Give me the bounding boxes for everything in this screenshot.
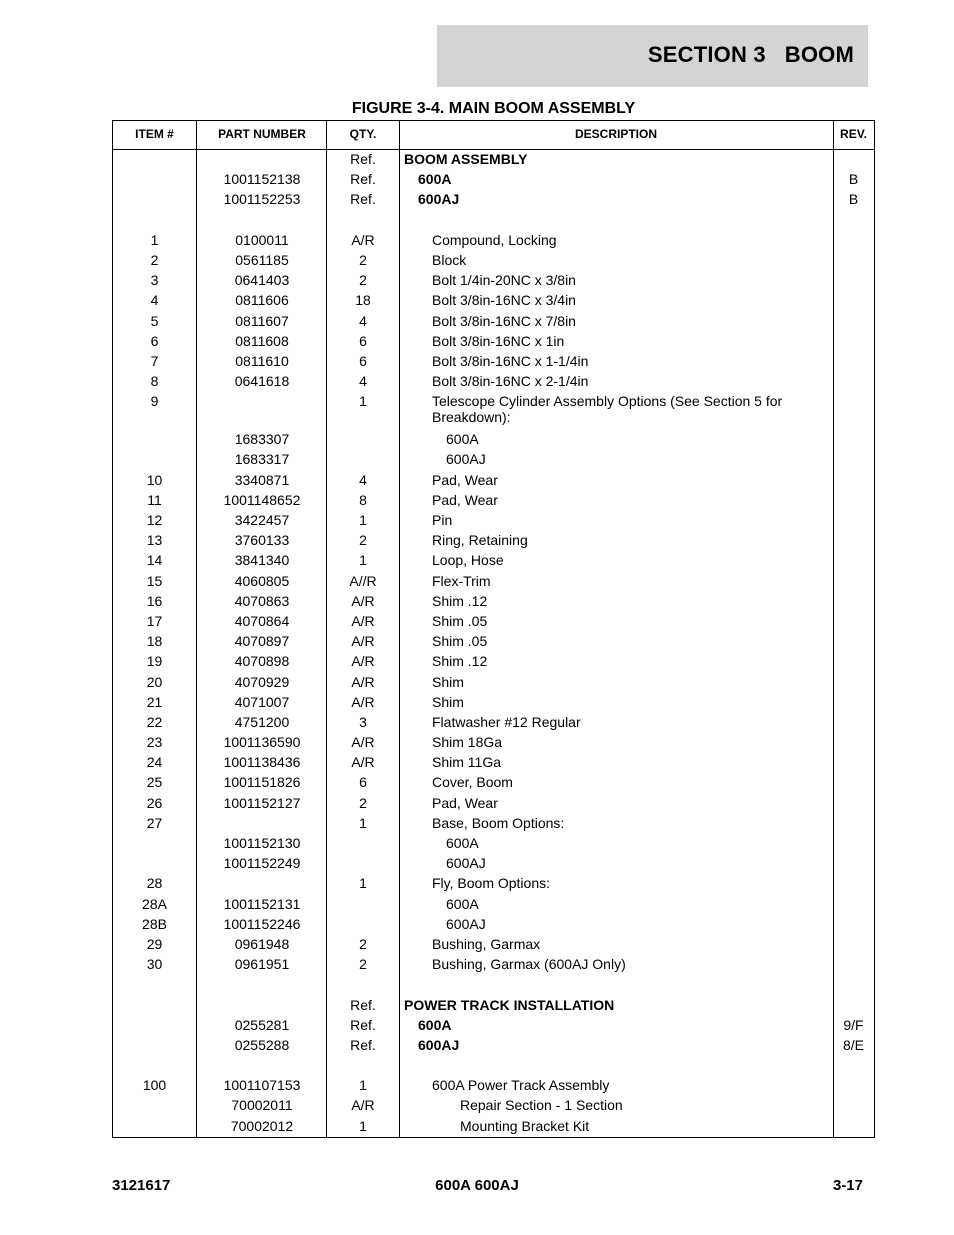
table-row bbox=[113, 1076, 874, 1096]
description-cell: Shim .05 bbox=[432, 612, 488, 629]
item-cell: 7 bbox=[150, 352, 159, 369]
column-header-qty: QTY. bbox=[349, 127, 377, 141]
qty-cell: 18 bbox=[355, 292, 371, 309]
table-row bbox=[113, 572, 874, 592]
table-row bbox=[113, 271, 874, 291]
qty-cell: Ref. bbox=[350, 996, 376, 1013]
description-cell: Pin bbox=[432, 512, 453, 528]
part-number-cell: 1001152130 bbox=[223, 835, 301, 851]
description-cell: Loop, Hose bbox=[432, 552, 504, 569]
description-cell: 600AJ bbox=[446, 915, 486, 932]
table-row bbox=[113, 915, 874, 935]
description-cell: Shim .05 bbox=[432, 633, 488, 650]
part-number-cell: 3422457 bbox=[234, 512, 290, 528]
qty-cell: 2 bbox=[359, 794, 367, 811]
qty-cell: A//R bbox=[349, 572, 377, 589]
figure-title: FIGURE 3-4. MAIN BOOM ASSEMBLY bbox=[351, 100, 636, 117]
description-cell: 600A bbox=[446, 431, 479, 448]
description-cell: Pad, Wear bbox=[432, 794, 498, 811]
qty-cell: 1 bbox=[359, 875, 367, 892]
description-cell: Repair Section - 1 Section bbox=[460, 1097, 623, 1114]
description-cell: Block bbox=[432, 251, 467, 268]
part-number-cell: 3841340 bbox=[234, 552, 290, 569]
item-cell: 10 bbox=[146, 471, 163, 488]
description-cell: Bolt 3/8in-16NC x 1-1/4in bbox=[432, 352, 589, 369]
item-cell: 30 bbox=[146, 956, 163, 973]
description-cell: Base, Boom Options: bbox=[432, 814, 565, 831]
qty-cell: A/R bbox=[351, 754, 375, 771]
table-body bbox=[113, 150, 874, 1137]
table-row bbox=[113, 190, 874, 210]
rev-cell: 8/E bbox=[842, 1036, 864, 1053]
qty-cell: Ref. bbox=[350, 1016, 376, 1033]
table-row bbox=[113, 753, 874, 773]
section-header bbox=[437, 25, 868, 87]
table-row bbox=[113, 693, 874, 713]
qty-cell: A/R bbox=[351, 592, 375, 609]
part-number-cell: 1001151826 bbox=[223, 774, 301, 791]
description-cell: 600A bbox=[418, 1016, 452, 1033]
table-row bbox=[113, 1056, 874, 1076]
item-cell: 12 bbox=[146, 512, 163, 528]
description-cell: Bolt 3/8in-16NC x 2-1/4in bbox=[432, 373, 589, 390]
table-row bbox=[113, 312, 874, 332]
table-row bbox=[113, 150, 874, 170]
qty-cell: A/R bbox=[351, 612, 375, 629]
table-row bbox=[113, 392, 874, 430]
part-number-cell: 3760133 bbox=[234, 532, 290, 549]
table-row bbox=[113, 291, 874, 311]
table-row bbox=[113, 430, 874, 450]
part-number-cell: 3340871 bbox=[234, 471, 290, 488]
qty-cell: 1 bbox=[359, 552, 367, 569]
part-number-cell: 1001148652 bbox=[223, 491, 301, 508]
part-number-cell: 1001152253 bbox=[223, 191, 301, 208]
description-cell: Bolt 3/8in-16NC x 1in bbox=[432, 332, 565, 349]
qty-cell: 1 bbox=[359, 512, 367, 528]
item-cell: 28A bbox=[142, 895, 167, 912]
description-cell: Shim 18Ga bbox=[432, 734, 503, 751]
column-header-item: ITEM # bbox=[135, 127, 174, 141]
part-number-cell: 1001138436 bbox=[223, 754, 301, 771]
qty-cell: 4 bbox=[359, 373, 367, 390]
item-cell: 21 bbox=[146, 693, 163, 710]
table-row bbox=[113, 592, 874, 612]
description-cell: 600A bbox=[446, 895, 479, 912]
part-number-cell: 0961948 bbox=[234, 935, 290, 952]
qty-cell: 4 bbox=[359, 471, 367, 488]
part-number-cell: 4070863 bbox=[234, 592, 290, 609]
item-cell: 29 bbox=[146, 935, 163, 952]
table-row bbox=[113, 794, 874, 814]
part-number-cell: 4070929 bbox=[234, 673, 290, 690]
table-row bbox=[113, 352, 874, 372]
column-header-rev: REV. bbox=[840, 127, 867, 141]
item-cell: 25 bbox=[146, 774, 163, 791]
rev-cell: 9/F bbox=[843, 1016, 864, 1033]
table-row bbox=[113, 895, 874, 915]
qty-cell: 6 bbox=[359, 332, 367, 349]
description-cell: Bolt 3/8in-16NC x 7/8in bbox=[432, 312, 576, 329]
item-cell: 1 bbox=[150, 231, 159, 248]
description-cell: BOOM ASSEMBLY bbox=[404, 151, 528, 167]
table-row bbox=[113, 814, 874, 834]
table-row bbox=[113, 1096, 874, 1116]
qty-cell: 1 bbox=[359, 393, 367, 410]
description-cell: Pad, Wear bbox=[432, 491, 498, 508]
table-row bbox=[113, 773, 874, 793]
qty-cell: 2 bbox=[359, 251, 367, 268]
description-cell: 600A bbox=[446, 835, 479, 851]
item-cell: 17 bbox=[146, 612, 163, 629]
column-header-description: DESCRIPTION bbox=[574, 127, 657, 141]
qty-cell: 1 bbox=[359, 1117, 367, 1134]
table-row bbox=[113, 834, 874, 854]
part-number-cell: 1001152249 bbox=[223, 855, 301, 872]
table-row bbox=[113, 471, 874, 491]
rev-cell: B bbox=[848, 191, 859, 208]
table-row bbox=[113, 632, 874, 652]
description-cell: Bushing, Garmax (600AJ Only) bbox=[432, 956, 626, 973]
part-number-cell: 0561185 bbox=[235, 251, 289, 268]
item-cell: 26 bbox=[146, 794, 163, 811]
qty-cell: Ref. bbox=[350, 191, 376, 208]
table-row bbox=[113, 511, 874, 531]
item-cell: 9 bbox=[150, 393, 159, 410]
description-cell: Bushing, Garmax bbox=[432, 935, 541, 952]
item-cell: 19 bbox=[146, 653, 163, 670]
qty-cell: 6 bbox=[359, 352, 367, 369]
item-cell: 4 bbox=[150, 292, 159, 309]
item-cell: 100 bbox=[142, 1077, 167, 1094]
description-cell: Bolt 1/4in-20NC x 3/8in bbox=[432, 272, 576, 289]
item-cell: 16 bbox=[146, 592, 163, 609]
qty-cell: 2 bbox=[359, 532, 367, 549]
part-number-cell: 0641618 bbox=[234, 373, 290, 390]
table-row bbox=[113, 854, 874, 874]
table-row bbox=[113, 955, 874, 975]
section-title: SECTION 3 BOOM bbox=[647, 42, 854, 67]
part-number-cell: 0641403 bbox=[234, 272, 290, 289]
table-row bbox=[113, 251, 874, 271]
table-row bbox=[113, 996, 874, 1016]
description-cell: POWER TRACK INSTALLATION bbox=[404, 996, 615, 1013]
part-number-cell: 4070897 bbox=[234, 633, 290, 650]
qty-cell: Ref. bbox=[350, 1036, 376, 1053]
qty-cell: 2 bbox=[359, 956, 367, 973]
part-number-cell: 0811608 bbox=[235, 332, 289, 349]
table-row bbox=[113, 531, 874, 551]
description-cell: 600A bbox=[418, 171, 452, 188]
qty-cell: A/R bbox=[351, 734, 375, 751]
table-row bbox=[113, 1117, 874, 1137]
description-cell: 600AJ bbox=[446, 451, 486, 468]
qty-cell: A/R bbox=[351, 1097, 375, 1114]
table-row bbox=[113, 733, 874, 753]
description-cell: Shim bbox=[432, 693, 464, 710]
description-cell: Shim bbox=[432, 673, 464, 690]
item-cell: 13 bbox=[146, 532, 163, 549]
qty-cell: 4 bbox=[359, 312, 367, 329]
footer-doc-number: 3121617 bbox=[112, 1177, 171, 1194]
table-row bbox=[113, 332, 874, 352]
table-row bbox=[113, 491, 874, 511]
item-cell: 27 bbox=[146, 814, 163, 831]
item-cell: 20 bbox=[146, 673, 163, 690]
table-row bbox=[113, 231, 874, 251]
footer-page-number: 3-17 bbox=[832, 1177, 863, 1194]
qty-cell: 8 bbox=[359, 491, 367, 508]
item-cell: 5 bbox=[150, 312, 159, 329]
part-number-cell: 1683317 bbox=[234, 451, 290, 468]
part-number-cell: 1001152127 bbox=[223, 794, 301, 811]
description-cell: Shim .12 bbox=[432, 653, 488, 670]
table-row bbox=[113, 652, 874, 672]
part-number-cell: 0811610 bbox=[235, 352, 289, 369]
description-cell: Telescope Cylinder Assembly Options (See Section 5 for Breakdown): bbox=[432, 393, 783, 426]
part-number-cell: 1683307 bbox=[234, 431, 290, 448]
qty-cell: 6 bbox=[359, 774, 367, 791]
qty-cell: 1 bbox=[359, 1077, 367, 1094]
part-number-cell: 0811607 bbox=[235, 312, 289, 329]
table-row bbox=[113, 450, 874, 470]
part-number-cell: 1001152246 bbox=[223, 915, 301, 932]
qty-cell: A/R bbox=[351, 653, 375, 670]
description-cell: 600AJ bbox=[418, 1036, 460, 1053]
item-cell: 14 bbox=[146, 552, 163, 569]
table-row bbox=[113, 713, 874, 733]
part-number-cell: 4070864 bbox=[234, 612, 290, 629]
item-cell: 23 bbox=[146, 734, 163, 751]
table-row bbox=[113, 372, 874, 392]
item-cell: 28B bbox=[142, 915, 167, 932]
item-cell: 2 bbox=[150, 251, 159, 268]
table-row bbox=[113, 1036, 874, 1056]
description-cell: Compound, Locking bbox=[432, 231, 557, 248]
description-cell: 600AJ bbox=[446, 855, 486, 872]
description-cell: Mounting Bracket Kit bbox=[460, 1117, 590, 1134]
description-cell: Cover, Boom bbox=[432, 774, 513, 791]
part-number-cell: 4060805 bbox=[234, 572, 290, 589]
description-cell: Flatwasher #12 Regular bbox=[432, 713, 581, 730]
part-number-cell: 1001152138 bbox=[223, 171, 301, 188]
table-row bbox=[113, 935, 874, 955]
footer-models: 600A 600AJ bbox=[435, 1177, 519, 1194]
part-number-cell: 1001107153 bbox=[223, 1077, 301, 1094]
table-row bbox=[113, 612, 874, 632]
description-cell: Pad, Wear bbox=[432, 471, 498, 488]
qty-cell: A/R bbox=[351, 673, 375, 690]
table-row bbox=[113, 975, 874, 995]
qty-cell: 1 bbox=[359, 814, 367, 831]
column-header-part-number: PART NUMBER bbox=[218, 127, 306, 141]
part-number-cell: 1001136590 bbox=[223, 734, 301, 751]
part-number-cell: 0100011 bbox=[235, 231, 289, 248]
item-cell: 22 bbox=[146, 713, 163, 730]
description-cell: Ring, Retaining bbox=[432, 532, 528, 549]
description-cell: 600AJ bbox=[418, 191, 460, 208]
part-number-cell: 0255288 bbox=[234, 1036, 290, 1053]
part-number-cell: 70002011 bbox=[231, 1097, 293, 1114]
table-row bbox=[113, 551, 874, 571]
qty-cell: A/R bbox=[351, 633, 375, 650]
part-number-cell: 70002012 bbox=[230, 1117, 294, 1134]
item-cell: 11 bbox=[147, 491, 162, 508]
item-cell: 24 bbox=[146, 754, 163, 771]
part-number-cell: 4070898 bbox=[234, 653, 290, 670]
part-number-cell: 1001152131 bbox=[223, 895, 301, 912]
table-row bbox=[113, 211, 874, 231]
description-cell: Flex-Trim bbox=[432, 572, 491, 589]
qty-cell: 2 bbox=[359, 272, 367, 289]
part-number-cell: 4071007 bbox=[234, 693, 290, 710]
table-row bbox=[113, 874, 874, 894]
description-cell: Shim 11Ga bbox=[432, 754, 501, 771]
table-row bbox=[113, 673, 874, 693]
qty-cell: 3 bbox=[359, 713, 367, 730]
part-number-cell: 0811606 bbox=[235, 292, 289, 309]
description-cell: Shim .12 bbox=[432, 592, 488, 609]
qty-cell: A/R bbox=[351, 693, 375, 710]
parts-table bbox=[112, 120, 875, 1138]
table-row bbox=[113, 1016, 874, 1036]
item-cell: 15 bbox=[146, 572, 163, 589]
item-cell: 3 bbox=[150, 272, 159, 289]
part-number-cell: 4751200 bbox=[234, 713, 290, 730]
description-cell: Bolt 3/8in-16NC x 3/4in bbox=[432, 292, 576, 309]
part-number-cell: 0961951 bbox=[234, 956, 290, 973]
description-cell: Fly, Boom Options: bbox=[432, 875, 551, 892]
qty-cell: 2 bbox=[359, 935, 367, 952]
item-cell: 8 bbox=[150, 373, 159, 390]
description-cell: 600A Power Track Assembly bbox=[432, 1077, 610, 1094]
part-number-cell: 0255281 bbox=[234, 1016, 290, 1033]
rev-cell: B bbox=[848, 171, 859, 188]
table-row bbox=[113, 170, 874, 190]
qty-cell: A/R bbox=[351, 231, 375, 248]
item-cell: 6 bbox=[150, 332, 159, 349]
qty-cell: Ref. bbox=[350, 171, 376, 188]
qty-cell: Ref. bbox=[350, 151, 376, 167]
item-cell: 18 bbox=[146, 633, 163, 650]
item-cell: 28 bbox=[146, 875, 163, 892]
